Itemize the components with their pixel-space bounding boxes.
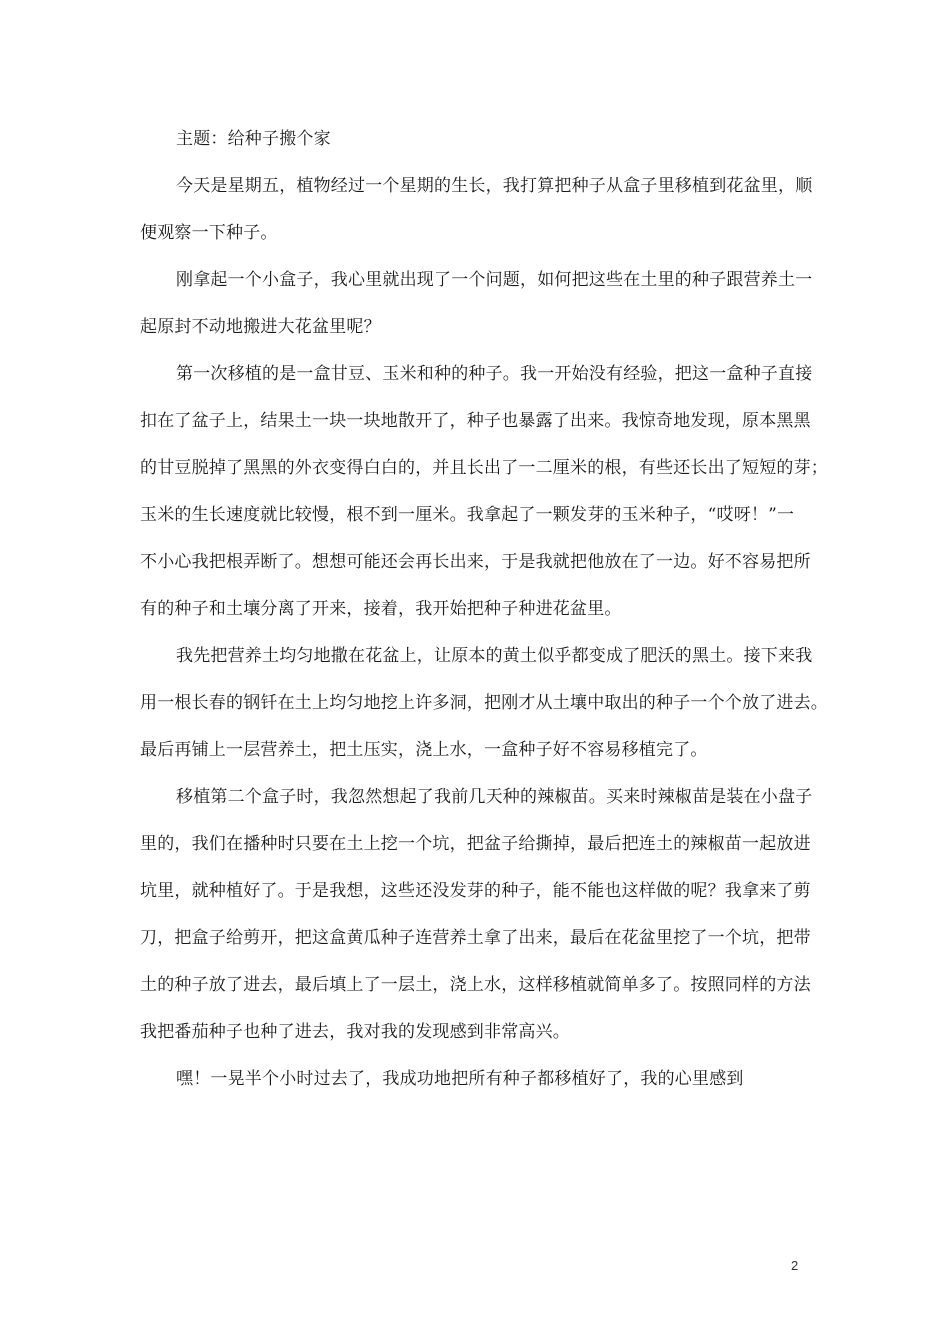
line-spacer bbox=[140, 248, 830, 265]
text-line: 土的种子放了进去，最后填上了一层土，浇上水，这样移植就简单多了。按照同样的方法 bbox=[140, 975, 811, 995]
line-spacer bbox=[140, 1000, 830, 1017]
line-spacer bbox=[140, 295, 830, 312]
line-spacer bbox=[140, 1047, 830, 1064]
text-line: 今天是星期五，植物经过一个星期的生长，我打算把种子从盒子里移植到花盆里，顺 bbox=[176, 176, 813, 196]
line-spacer bbox=[140, 859, 830, 876]
line-spacer bbox=[140, 765, 830, 782]
line-spacer bbox=[140, 624, 830, 641]
text-line: 刚拿起一个小盒子，我心里就出现了一个问题，如何把这些在土里的种子跟营养土一 bbox=[176, 270, 813, 290]
line-spacer bbox=[140, 389, 830, 406]
line-spacer bbox=[140, 906, 830, 923]
text-line: 我先把营养土均匀地撒在花盆上，让原本的黄土似乎都变成了肥沃的黑土。接下来我 bbox=[176, 646, 813, 666]
text-line: 嘿！一晃半个小时过去了，我成功地把所有种子都移植好了，我的心里感到 bbox=[176, 1069, 744, 1089]
text-line: 不小心我把根弄断了。想想可能还会再长出来，于是我就把他放在了一边。好不容易把所 bbox=[140, 552, 811, 572]
line-spacer bbox=[140, 953, 830, 970]
document-title: 主题：给种子搬个家 bbox=[176, 129, 331, 149]
line-spacer bbox=[140, 483, 830, 500]
text-line: 用一根长春的钢钎在土上均匀地挖上许多洞，把刚才从土壤中取出的种子一个个放了进去。 bbox=[140, 693, 828, 713]
text-line: 里的，我们在播种时只要在土上挖一个坑，把盆子给撕掉，最后把连土的辣椒苗一起放进 bbox=[140, 834, 811, 854]
text-line: 玉米的生长速度就比较慢，根不到一厘米。我拿起了一颗发芽的玉米种子，“哎呀！”一 bbox=[140, 505, 795, 525]
text-line: 坑里，就种植好了。于是我想，这些还没发芽的种子，能不能也这样做的呢？我拿来了剪 bbox=[140, 881, 811, 901]
text-line: 我把番茄种子也种了进去，我对我的发现感到非常高兴。 bbox=[140, 1022, 570, 1042]
line-spacer bbox=[140, 718, 830, 735]
text-line: 刀，把盒子给剪开，把这盒黄瓜种子连营养土拿了出来，最后在花盆里挖了一个坑，把带 bbox=[140, 928, 811, 948]
text-line: 第一次移植的是一盒甘豆、玉米和种的种子。我一开始没有经验，把这一盒种子直接 bbox=[176, 364, 813, 384]
text-line: 最后再铺上一层营养土，把土压实，浇上水，一盒种子好不容易移植完了。 bbox=[140, 740, 708, 760]
text-line: 扣在了盆子上，结果土一块一块地散开了，种子也暴露了出来。我惊奇地发现，原本黑黑 bbox=[140, 411, 811, 431]
text-line: 的甘豆脱掉了黑黑的外衣变得白白的，并且长出了一二厘米的根，有些还长出了短短的芽； bbox=[140, 458, 828, 478]
line-spacer bbox=[140, 577, 830, 594]
line-spacer bbox=[140, 201, 830, 218]
line-spacer bbox=[140, 154, 830, 171]
text-line: 起原封不动地搬进大花盆里呢？ bbox=[140, 317, 381, 337]
line-spacer bbox=[140, 530, 830, 547]
line-spacer bbox=[140, 671, 830, 688]
text-line: 移植第二个盒子时，我忽然想起了我前几天种的辣椒苗。买来时辣椒苗是装在小盘子 bbox=[176, 787, 813, 807]
text-line: 便观察一下种子。 bbox=[140, 223, 278, 243]
page-number: 2 bbox=[791, 1258, 799, 1273]
text-line: 有的种子和土壤分离了开来，接着，我开始把种子种进花盆里。 bbox=[140, 599, 622, 619]
line-spacer bbox=[140, 342, 830, 359]
line-spacer bbox=[140, 812, 830, 829]
line-spacer bbox=[140, 436, 830, 453]
document-body bbox=[140, 124, 830, 1094]
